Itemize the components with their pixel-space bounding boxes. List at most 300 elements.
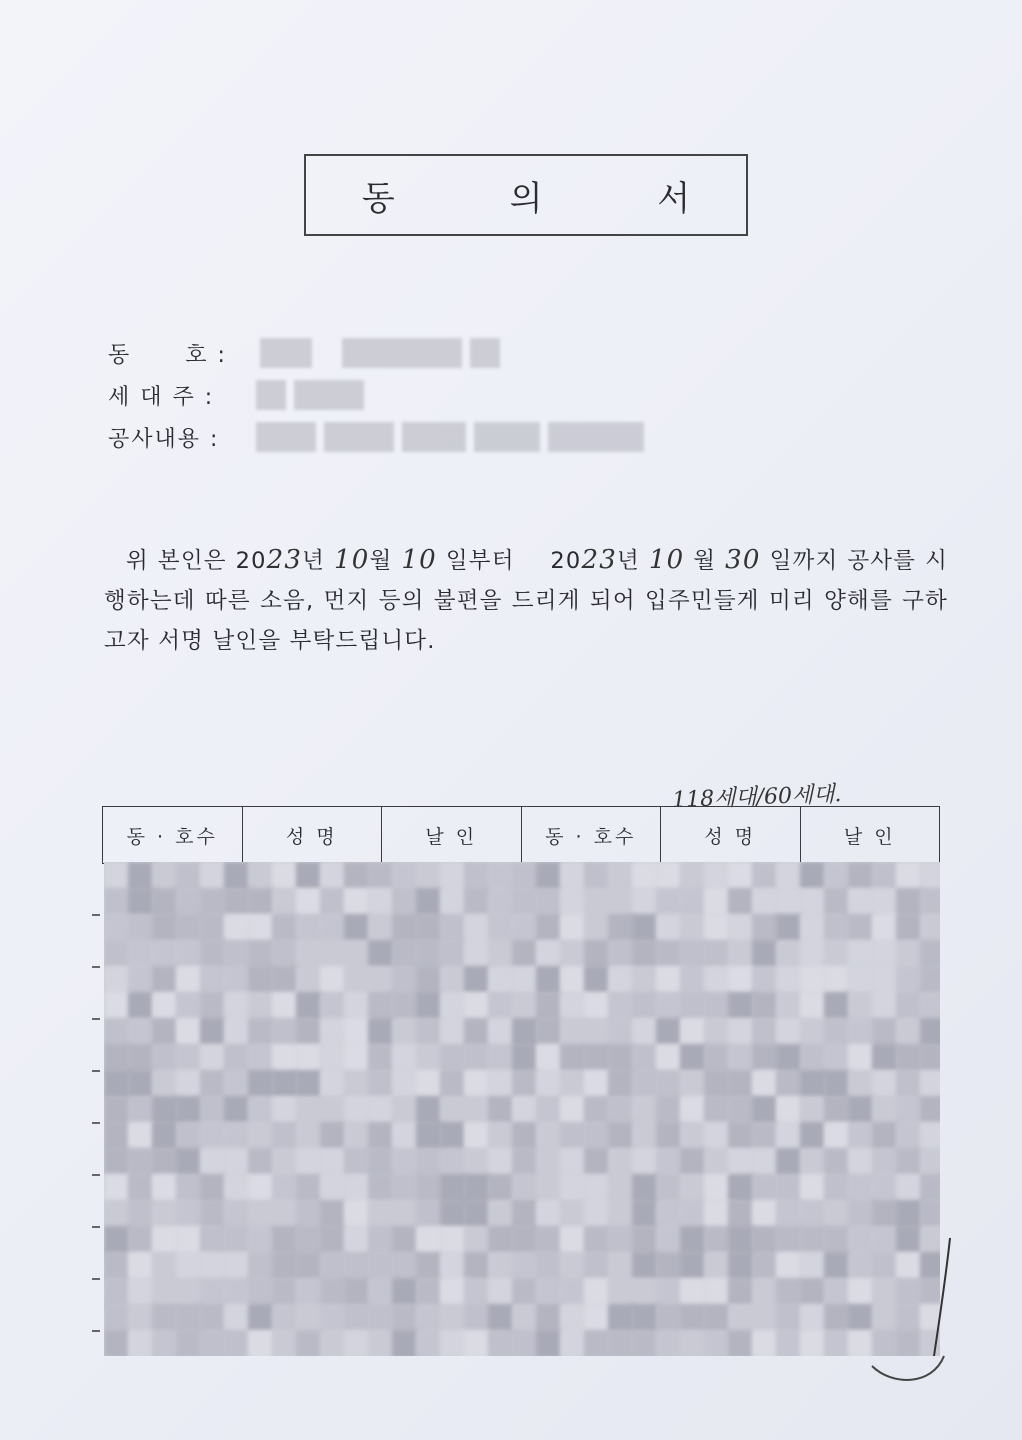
redaction-pixel bbox=[800, 888, 826, 916]
redaction-pixel bbox=[224, 992, 250, 1020]
redaction-pixel bbox=[776, 1122, 802, 1150]
redaction-pixel bbox=[728, 888, 754, 916]
redaction-pixel bbox=[896, 1070, 922, 1098]
redaction-pixel bbox=[896, 862, 922, 890]
redaction-pixel bbox=[224, 1304, 250, 1332]
redaction-pixel bbox=[248, 1200, 274, 1228]
redaction-pixel bbox=[392, 1174, 418, 1202]
redaction-pixel bbox=[656, 1174, 682, 1202]
redaction-pixel bbox=[680, 1070, 706, 1098]
redaction-pixel bbox=[104, 1096, 130, 1124]
redaction-pixel bbox=[200, 1018, 226, 1046]
redaction-pixel bbox=[728, 992, 754, 1020]
redaction-pixel bbox=[512, 1096, 538, 1124]
redaction-pixel bbox=[440, 1018, 466, 1046]
redaction-pixel bbox=[536, 1252, 562, 1280]
redaction-pixel bbox=[128, 1070, 154, 1098]
redaction-pixel bbox=[608, 966, 634, 994]
redaction-pixel bbox=[152, 1044, 178, 1072]
redaction-pixel bbox=[872, 1174, 898, 1202]
redaction-pixel bbox=[296, 1330, 322, 1356]
redaction-pixel bbox=[104, 1226, 130, 1254]
redaction-pixel bbox=[320, 1148, 346, 1176]
redaction-pixel bbox=[920, 1174, 940, 1202]
redaction-pixel bbox=[320, 914, 346, 942]
redaction-pixel bbox=[632, 1278, 658, 1306]
redaction-pixel bbox=[608, 1304, 634, 1332]
redaction-pixel bbox=[632, 1148, 658, 1176]
redaction-pixel bbox=[632, 940, 658, 968]
redaction-pixel bbox=[512, 1200, 538, 1228]
redaction-pixel bbox=[320, 862, 346, 890]
redaction-pixel bbox=[344, 966, 370, 994]
redaction-pixel bbox=[560, 940, 586, 968]
redaction-pixel bbox=[128, 940, 154, 968]
redaction-pixel bbox=[920, 914, 940, 942]
redaction-pixel bbox=[704, 1226, 730, 1254]
redaction-pixel bbox=[392, 1252, 418, 1280]
redaction-pixel bbox=[752, 992, 778, 1020]
redaction-pixel bbox=[872, 940, 898, 968]
redaction-pixel bbox=[416, 1148, 442, 1176]
redaction-pixel bbox=[392, 1096, 418, 1124]
redaction-pixel bbox=[104, 862, 130, 890]
redaction-pixel bbox=[440, 1174, 466, 1202]
redaction-pixel bbox=[872, 1148, 898, 1176]
redaction-pixel bbox=[440, 940, 466, 968]
redaction-pixel bbox=[728, 1148, 754, 1176]
redaction-pixel bbox=[296, 1252, 322, 1280]
redaction-pixel bbox=[776, 940, 802, 968]
redaction-pixel bbox=[680, 1148, 706, 1176]
redaction-pixel bbox=[272, 1018, 298, 1046]
redaction-pixel bbox=[824, 1330, 850, 1356]
redaction-pixel bbox=[584, 1018, 610, 1046]
redaction-pixel bbox=[224, 1226, 250, 1254]
redaction-pixel bbox=[200, 1096, 226, 1124]
redaction-pixel bbox=[272, 1044, 298, 1072]
redaction-pixel bbox=[512, 914, 538, 942]
redaction-pixel bbox=[752, 1174, 778, 1202]
redaction-pixel bbox=[632, 1122, 658, 1150]
redaction-pixel bbox=[224, 1122, 250, 1150]
info-row-householder bbox=[108, 380, 236, 411]
info-row-work bbox=[108, 422, 236, 453]
redaction-pixel bbox=[416, 862, 442, 890]
row-tick bbox=[92, 1330, 100, 1332]
redaction-pixel bbox=[320, 1304, 346, 1332]
redaction-pixel bbox=[896, 914, 922, 942]
signature-table-header bbox=[103, 807, 940, 864]
redaction-pixel bbox=[776, 914, 802, 942]
redaction-pixel bbox=[104, 1174, 130, 1202]
redaction-pixel bbox=[320, 992, 346, 1020]
redaction-pixel bbox=[464, 1174, 490, 1202]
redaction-pixel bbox=[176, 1070, 202, 1098]
redaction-pixel bbox=[656, 1096, 682, 1124]
redaction-pixel bbox=[392, 992, 418, 1020]
redaction-pixel bbox=[344, 1252, 370, 1280]
redaction-pixel bbox=[512, 1148, 538, 1176]
redaction-pixel bbox=[344, 1200, 370, 1228]
redaction-pixel bbox=[344, 1044, 370, 1072]
handwritten-stroke-mark bbox=[862, 1236, 952, 1386]
redaction-pixel bbox=[512, 1018, 538, 1046]
redaction-pixel bbox=[416, 1174, 442, 1202]
redaction-pixel bbox=[152, 888, 178, 916]
redaction-pixel bbox=[200, 966, 226, 994]
redaction-pixel bbox=[920, 1018, 940, 1046]
redaction-pixel bbox=[152, 1252, 178, 1280]
redaction-pixel bbox=[872, 1122, 898, 1150]
redaction-pixel bbox=[392, 888, 418, 916]
redaction-pixel bbox=[920, 1044, 940, 1072]
redaction-pixel bbox=[560, 1200, 586, 1228]
redaction-pixel bbox=[824, 1044, 850, 1072]
redaction-pixel bbox=[584, 1174, 610, 1202]
redaction-pixel bbox=[800, 1330, 826, 1356]
redaction-pixel bbox=[200, 1226, 226, 1254]
redaction-pixel bbox=[200, 1252, 226, 1280]
redaction-pixel bbox=[488, 1070, 514, 1098]
redaction-pixel bbox=[176, 940, 202, 968]
redaction-pixel bbox=[272, 1252, 298, 1280]
redaction-pixel bbox=[176, 1200, 202, 1228]
redaction-pixel bbox=[704, 1278, 730, 1306]
redaction-pixel bbox=[176, 1096, 202, 1124]
redaction-pixel bbox=[680, 1044, 706, 1072]
redaction-pixel bbox=[488, 1044, 514, 1072]
redaction-pixel bbox=[872, 992, 898, 1020]
redaction-pixel bbox=[272, 992, 298, 1020]
redaction-pixel bbox=[608, 1200, 634, 1228]
redaction-pixel bbox=[728, 1200, 754, 1228]
redaction-pixel bbox=[440, 1070, 466, 1098]
redaction-pixel bbox=[272, 966, 298, 994]
redaction-pixel bbox=[224, 940, 250, 968]
redaction-pixel bbox=[896, 888, 922, 916]
redaction-pixel bbox=[272, 940, 298, 968]
redaction-pixel bbox=[104, 940, 130, 968]
redaction-pixel bbox=[776, 992, 802, 1020]
redaction-pixel bbox=[512, 862, 538, 890]
redaction-pixel bbox=[272, 1278, 298, 1306]
redaction-pixel bbox=[920, 1070, 940, 1098]
redaction-pixel bbox=[416, 1252, 442, 1280]
redaction-pixel bbox=[464, 1278, 490, 1306]
redaction-pixel bbox=[680, 1096, 706, 1124]
redaction-pixel bbox=[608, 914, 634, 942]
redaction-pixel bbox=[464, 1148, 490, 1176]
redaction-pixel bbox=[656, 1278, 682, 1306]
redaction-pixel bbox=[320, 1278, 346, 1306]
redaction-pixel bbox=[464, 1200, 490, 1228]
redaction-pixel bbox=[632, 1304, 658, 1332]
redaction-pixel bbox=[296, 1278, 322, 1306]
redaction-pixel bbox=[440, 888, 466, 916]
redaction-pixel bbox=[680, 1304, 706, 1332]
redaction-pixel bbox=[536, 1304, 562, 1332]
redaction-pixel bbox=[272, 1226, 298, 1254]
para-text-2: 년 bbox=[302, 548, 335, 574]
redaction-pixel bbox=[560, 1174, 586, 1202]
redaction-pixel bbox=[752, 1278, 778, 1306]
redaction-pixel bbox=[488, 888, 514, 916]
redaction-pixel bbox=[296, 1096, 322, 1124]
redaction-pixel bbox=[848, 966, 874, 994]
redaction-pixel bbox=[824, 1278, 850, 1306]
redaction-pixel bbox=[632, 1200, 658, 1228]
redaction-pixel bbox=[200, 1122, 226, 1150]
redaction-pixel bbox=[512, 1330, 538, 1356]
redaction-pixel bbox=[200, 862, 226, 890]
redaction-pixel bbox=[104, 1148, 130, 1176]
redaction-pixel bbox=[488, 1148, 514, 1176]
redaction-pixel bbox=[848, 1070, 874, 1098]
redaction-pixel bbox=[440, 1304, 466, 1332]
redaction-pixel bbox=[752, 914, 778, 942]
redaction-pixel bbox=[752, 862, 778, 890]
redaction-pixel bbox=[248, 1148, 274, 1176]
redaction-pixel bbox=[536, 1226, 562, 1254]
redaction-pixel bbox=[488, 1304, 514, 1332]
row-tick bbox=[92, 1278, 100, 1280]
redaction-pixel bbox=[128, 966, 154, 994]
redaction-pixel bbox=[704, 966, 730, 994]
redaction-pixel bbox=[104, 1122, 130, 1150]
redaction-pixel bbox=[416, 1018, 442, 1046]
redaction-pixel bbox=[800, 1018, 826, 1046]
redaction-pixel bbox=[800, 862, 826, 890]
redaction-pixel bbox=[344, 1148, 370, 1176]
redaction-pixel bbox=[704, 1174, 730, 1202]
redaction-pixel bbox=[584, 992, 610, 1020]
redaction-pixel bbox=[344, 1174, 370, 1202]
redaction-pixel bbox=[200, 1044, 226, 1072]
redaction-pixel bbox=[128, 1304, 154, 1332]
redaction-pixel bbox=[320, 1044, 346, 1072]
redaction-pixel bbox=[872, 1200, 898, 1228]
redaction-pixel bbox=[296, 992, 322, 1020]
redaction-pixel bbox=[560, 1278, 586, 1306]
redaction-pixel bbox=[488, 1174, 514, 1202]
redaction-pixel bbox=[560, 1226, 586, 1254]
redaction-pixel bbox=[560, 1122, 586, 1150]
redaction-pixel bbox=[536, 1018, 562, 1046]
redaction-pixel bbox=[128, 992, 154, 1020]
redaction-pixel bbox=[296, 1304, 322, 1332]
redaction-pixel bbox=[920, 1096, 940, 1124]
redaction-pixel bbox=[824, 992, 850, 1020]
redaction-pixel bbox=[632, 862, 658, 890]
redaction-pixel bbox=[752, 888, 778, 916]
redaction-pixel bbox=[368, 1330, 394, 1356]
redaction-pixel bbox=[128, 1018, 154, 1046]
redaction-pixel bbox=[656, 1200, 682, 1228]
redaction-pixel bbox=[368, 914, 394, 942]
redaction-pixel bbox=[656, 1122, 682, 1150]
redaction-pixel bbox=[680, 1200, 706, 1228]
handwritten-household-count: 118세대/60세대. bbox=[671, 782, 842, 813]
redaction-pixel bbox=[800, 1252, 826, 1280]
redaction-pixel bbox=[128, 1174, 154, 1202]
redaction-pixel bbox=[200, 1174, 226, 1202]
redaction-pixel bbox=[200, 1278, 226, 1306]
redaction-pixel bbox=[512, 966, 538, 994]
redaction-pixel bbox=[704, 1330, 730, 1356]
redaction-pixel bbox=[872, 1044, 898, 1072]
redaction-pixel bbox=[368, 992, 394, 1020]
redaction-pixel bbox=[584, 914, 610, 942]
redaction-pixel bbox=[104, 966, 130, 994]
redaction-pixel bbox=[392, 862, 418, 890]
redaction-pixel bbox=[656, 1330, 682, 1356]
redaction-pixel bbox=[608, 1044, 634, 1072]
redaction-pixel bbox=[848, 992, 874, 1020]
redaction-pixel bbox=[560, 1018, 586, 1046]
redaction-pixel bbox=[896, 1148, 922, 1176]
row-tick bbox=[92, 1226, 100, 1228]
redaction-pixel bbox=[368, 940, 394, 968]
handwritten-day-start: 10 bbox=[401, 545, 437, 575]
redaction-pixel bbox=[368, 1200, 394, 1228]
redaction-pixel bbox=[296, 1174, 322, 1202]
redaction-pixel bbox=[608, 888, 634, 916]
redaction-pixel bbox=[848, 1096, 874, 1124]
redaction-pixel bbox=[224, 1200, 250, 1228]
redaction-pixel bbox=[920, 1122, 940, 1150]
redaction-pixel bbox=[656, 914, 682, 942]
redaction-pixel bbox=[368, 1252, 394, 1280]
redaction-pixel bbox=[368, 1174, 394, 1202]
redaction-pixel bbox=[248, 862, 274, 890]
redaction-pixel bbox=[152, 1148, 178, 1176]
redaction-pixel bbox=[752, 1252, 778, 1280]
redaction-pixel bbox=[200, 992, 226, 1020]
redaction-pixel bbox=[560, 1096, 586, 1124]
redaction-pixel bbox=[632, 1018, 658, 1046]
householder-label: 세 대 주 : bbox=[108, 385, 215, 410]
redaction-pixel bbox=[224, 1278, 250, 1306]
redaction-pixel bbox=[536, 1070, 562, 1098]
redaction-pixel bbox=[392, 1018, 418, 1046]
redaction-pixel bbox=[464, 914, 490, 942]
redaction-pixel bbox=[488, 966, 514, 994]
redaction-pixel bbox=[920, 1200, 940, 1228]
redaction-pixel bbox=[656, 1018, 682, 1046]
redaction-pixel bbox=[656, 888, 682, 916]
redaction-pixel bbox=[728, 1304, 754, 1332]
redaction-pixel bbox=[752, 1122, 778, 1150]
redaction-pixel bbox=[200, 1330, 226, 1356]
redaction-pixel bbox=[728, 1070, 754, 1098]
redaction-pixel bbox=[176, 1122, 202, 1150]
redaction-pixel bbox=[824, 1200, 850, 1228]
redaction-pixel bbox=[464, 1070, 490, 1098]
redaction-pixel bbox=[248, 1070, 274, 1098]
redaction-pixel bbox=[608, 1226, 634, 1254]
redaction-pixel bbox=[776, 1200, 802, 1228]
redaction-pixel bbox=[368, 1096, 394, 1124]
redaction-pixel bbox=[728, 1226, 754, 1254]
redaction-pixel bbox=[800, 1278, 826, 1306]
redaction-pixel bbox=[344, 862, 370, 890]
redaction-pixel bbox=[896, 1200, 922, 1228]
redaction-pixel bbox=[752, 1044, 778, 1072]
dong-ho-label: 동 호 : bbox=[108, 343, 227, 368]
redaction-pixel bbox=[896, 1044, 922, 1072]
redaction-pixel bbox=[656, 1148, 682, 1176]
redaction-pixel bbox=[176, 1304, 202, 1332]
redaction-pixel bbox=[416, 1304, 442, 1332]
handwritten-day-end: 30 bbox=[725, 545, 761, 575]
redaction-pixel bbox=[200, 1070, 226, 1098]
redaction-pixel bbox=[704, 1200, 730, 1228]
redaction-pixel bbox=[296, 1122, 322, 1150]
redaction-pixel bbox=[176, 992, 202, 1020]
redaction-pixel bbox=[608, 1252, 634, 1280]
redaction-pixel bbox=[272, 914, 298, 942]
redaction-pixel bbox=[584, 1278, 610, 1306]
redaction-pixel bbox=[416, 940, 442, 968]
redaction-pixel bbox=[584, 940, 610, 968]
redaction-pixel bbox=[656, 1044, 682, 1072]
header-seal-1: 날 인 bbox=[382, 807, 522, 864]
redaction-pixel bbox=[536, 1044, 562, 1072]
redaction-pixel bbox=[248, 1330, 274, 1356]
redaction-pixel bbox=[320, 1330, 346, 1356]
redaction-pixel bbox=[416, 1226, 442, 1254]
redaction-pixel bbox=[536, 940, 562, 968]
redaction-pixel bbox=[224, 1018, 250, 1046]
redaction-pixel bbox=[440, 966, 466, 994]
redaction-pixel bbox=[440, 1330, 466, 1356]
row-tick bbox=[92, 1122, 100, 1124]
redaction-pixel bbox=[848, 1044, 874, 1072]
redaction-pixel bbox=[248, 1018, 274, 1046]
redaction-pixel bbox=[584, 1044, 610, 1072]
redaction-pixel bbox=[272, 1304, 298, 1332]
redaction-pixel bbox=[608, 1174, 634, 1202]
redaction-pixel bbox=[440, 1226, 466, 1254]
redaction-pixel bbox=[296, 1070, 322, 1098]
redaction-pixel bbox=[296, 914, 322, 942]
redaction-pixel bbox=[176, 1148, 202, 1176]
redaction-pixel bbox=[440, 914, 466, 942]
redaction-pixel bbox=[704, 1252, 730, 1280]
redaction-pixel bbox=[104, 1200, 130, 1228]
redaction-pixel bbox=[392, 1278, 418, 1306]
header-name-1: 성 명 bbox=[242, 807, 382, 864]
redaction-pixel bbox=[776, 1044, 802, 1072]
redaction-pixel bbox=[296, 1148, 322, 1176]
redaction-pixel bbox=[656, 1070, 682, 1098]
redaction-pixel bbox=[704, 1018, 730, 1046]
redaction-pixel bbox=[104, 1018, 130, 1046]
redaction-pixel bbox=[248, 888, 274, 916]
signature-table bbox=[102, 806, 940, 864]
redaction-pixel bbox=[392, 1200, 418, 1228]
para-text-5: 년 bbox=[616, 548, 649, 574]
redaction-pixel bbox=[752, 1070, 778, 1098]
redaction-pixel bbox=[152, 1122, 178, 1150]
work-value-redacted bbox=[256, 422, 644, 452]
redaction-pixel bbox=[368, 1148, 394, 1176]
redaction-pixel bbox=[800, 1226, 826, 1254]
redaction-pixel bbox=[176, 914, 202, 942]
redaction-pixel bbox=[128, 1330, 154, 1356]
redaction-pixel bbox=[176, 1044, 202, 1072]
